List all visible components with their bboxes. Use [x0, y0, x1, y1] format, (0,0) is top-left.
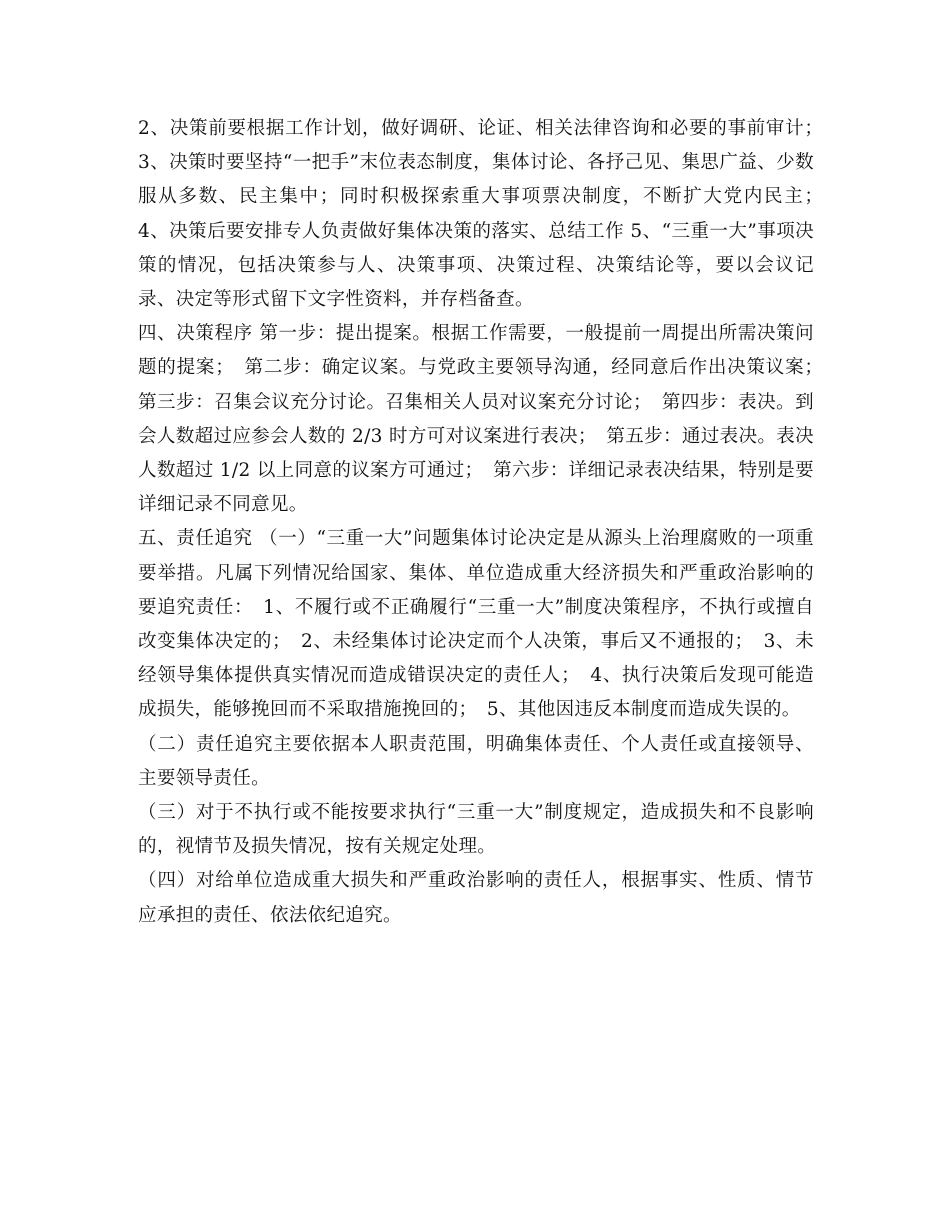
- paragraph-decision-requirements: 2、决策前要根据工作计划，做好调研、论证、相关法律咨询和必要的事前审计； 3、决策时要坚持“一把手”末位表态制度，集体讨论、各抒己见、集思广益、少数服从多数、民主集中；同时积极探索重大事项票决制度，不断扩大党内民主； 4、决策后要安排专人负责做好集体决策的落实、总结工作 5、“三重一大”事项决策的情况，包括决策参与人、决策事项、决策过程、决策结论等，要以会议记录、决定等形式留下文字性资料，并存档备查。: [138, 118, 833, 311]
- document-body: [138, 112, 833, 933]
- paragraph-decision-procedure: 四、决策程序 第一步：提出提案。根据工作需要，一般提前一周提出所需决策问题的提案； 第二步：确定议案。与党政主要领导沟通，经同意后作出决策议案； 第三步：召集会议充分讨论。召集相关人员对议案充分讨论； 第四步：表决。到会人数超过应参会人数的 2/3 时方可对议案进行表决； 第五步：通过表决。表决人数超过 1/2 以上同意的议案方可通过； 第六步：详细记录表决结果，特别是要详细记录不同意见。: [138, 323, 833, 516]
- paragraph-major-loss-liability: （四）对给单位造成重大损失和严重政治影响的责任人，根据事实、性质、情节应承担的责任、依法依纪追究。: [138, 870, 814, 926]
- paragraph-accountability: 五、责任追究 （一）“三重一大”问题集体讨论决定是从源头上治理腐败的一项重要举措。凡属下列情况给国家、集体、单位造成重大经济损失和严重政治影响的要追究责任： 1、不履行或不正确履行“三重一大”制度决策程序，不执行或擅自改变集体决定的； 2、未经集体讨论决定而个人决策，事后又不通报的； 3、未经领导集体提供真实情况而造成错误决定的责任人； 4、执行决策后发现可能造成损失，能够挽回而不采取措施挽回的； 5、其他因违反本制度而造成失误的。: [138, 528, 814, 721]
- paragraph-accountability-scope: （二）责任追究主要依据本人职责范围，明确集体责任、个人责任或直接领导、主要领导责任。: [138, 733, 814, 789]
- paragraph-noncompliance-handling: （三）对于不执行或不能按要求执行“三重一大”制度规定，造成损失和不良影响的，视情节及损失情况，按有关规定处理。: [138, 802, 814, 858]
